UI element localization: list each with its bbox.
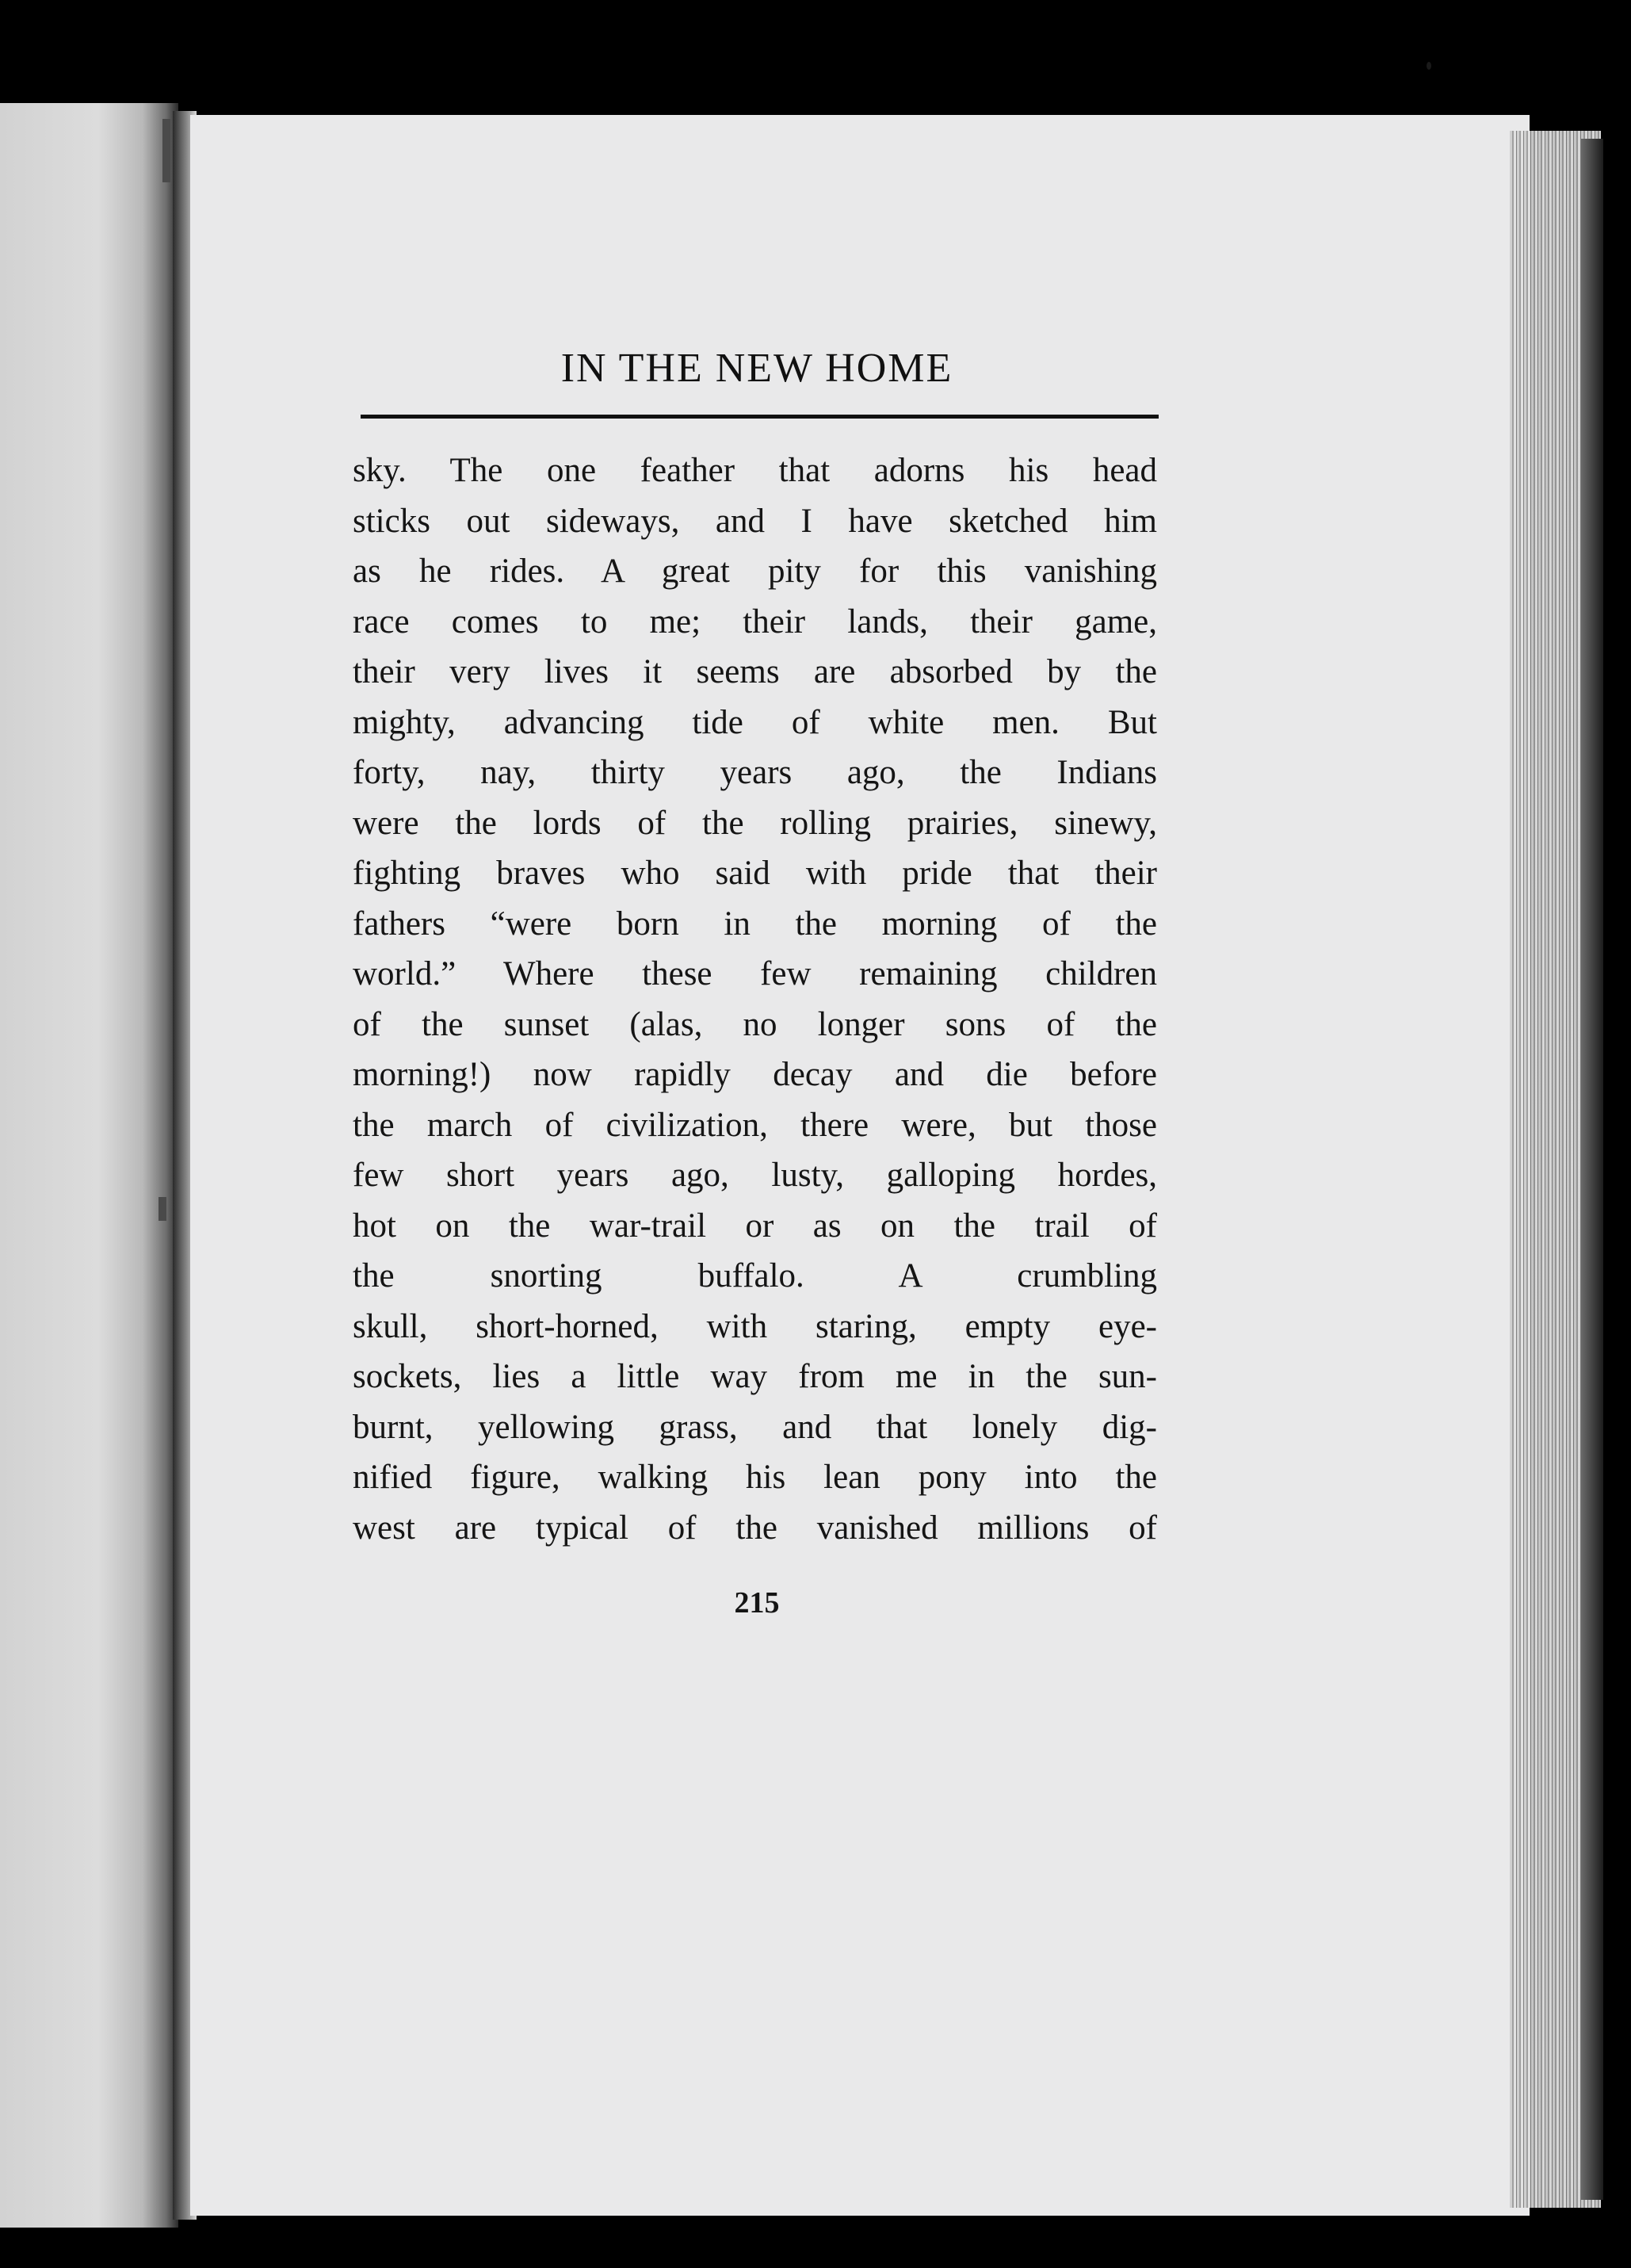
- text-line: their very lives it seems are absorbed by the: [353, 653, 1157, 690]
- previous-page-edge: [0, 103, 178, 2228]
- text-line: race comes to me; their lands, their game,: [353, 602, 1157, 641]
- fore-edge-shadow: [1581, 139, 1603, 2200]
- text-line: fighting braves who said with pride that their: [353, 855, 1157, 892]
- text-line: sky. The one feather that adorns his head: [353, 452, 1157, 489]
- text-line: nified figure, walking his lean pony into the: [353, 1459, 1157, 1496]
- text-line: as he rides. A great pity for this vanishing: [353, 553, 1157, 590]
- body-text: [353, 446, 1157, 1553]
- dust-speck: [1427, 62, 1431, 70]
- text-line: the snorting buffalo. A crumbling: [353, 1257, 1157, 1295]
- text-line: sticks out sideways, and I have sketched him: [353, 502, 1157, 540]
- text-line: were the lords of the rolling prairies, sinewy,: [353, 804, 1157, 842]
- header-rule: [361, 415, 1159, 419]
- text-line: burnt, yellowing grass, and that lonely dig-: [353, 1408, 1157, 1446]
- text-line: sockets, lies a little way from me in the sun-: [353, 1358, 1157, 1395]
- page-number: 215: [734, 1586, 780, 1620]
- text-line: hot on the war-trail or as on the trail of: [353, 1207, 1157, 1245]
- text-line: forty, nay, thirty years ago, the Indians: [353, 754, 1157, 791]
- text-line: fathers “were born in the morning of the: [353, 905, 1157, 943]
- text-line: world.” Where these few remaining children: [353, 955, 1157, 992]
- text-line: skull, short-horned, with staring, empty eye-: [353, 1307, 1157, 1345]
- text-line: the march of civilization, there were, but those: [353, 1106, 1157, 1144]
- text-line: few short years ago, lusty, galloping hordes,: [353, 1157, 1157, 1194]
- text-line: mighty, advancing tide of white men. But: [353, 703, 1157, 741]
- page-edge-mark: [159, 1197, 166, 1221]
- running-head: IN THE NEW HOME: [560, 346, 953, 391]
- text-line: morning!) now rapidly decay and die before: [353, 1056, 1157, 1093]
- page-edge-mark: [162, 119, 170, 182]
- text-line: west are typical of the vanished millions of: [353, 1509, 1157, 1547]
- text-line: of the sunset (alas, no longer sons of the: [353, 1005, 1157, 1043]
